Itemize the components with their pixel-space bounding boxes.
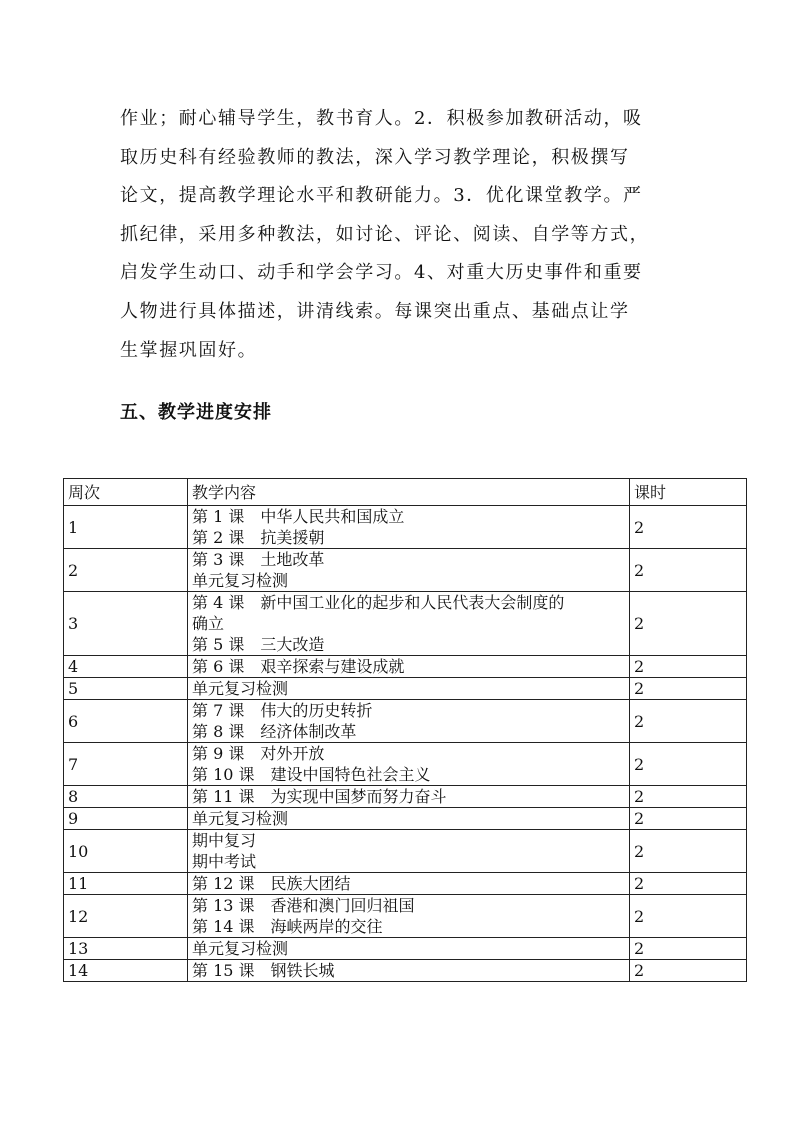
teaching-schedule-table (63, 478, 747, 982)
week-cell: 1 (64, 506, 188, 549)
lesson-line: 单元复习检测 (192, 571, 289, 590)
lesson-line: 期中复习 (192, 831, 257, 850)
content-cell (188, 506, 630, 549)
table-row (64, 656, 747, 678)
week-cell: 13 (64, 938, 188, 960)
lesson-line: 单元复习检测 (192, 809, 289, 828)
header-content: 教学内容 (188, 479, 630, 506)
week-cell: 4 (64, 656, 188, 678)
table-row (64, 678, 747, 700)
body-paragraph (120, 100, 680, 370)
lesson-line: 第 6 课 艰辛探索与建设成就 (192, 657, 405, 676)
content-cell (188, 808, 630, 830)
hours-cell: 2 (630, 960, 747, 982)
lesson-line: 第 7 课 伟大的历史转折 (192, 701, 373, 720)
lesson-line: 第 4 课 新中国工业化的起步和人民代表大会制度的 (192, 593, 565, 612)
table-row (64, 960, 747, 982)
content-cell (188, 830, 630, 873)
lesson-line: 单元复习检测 (192, 679, 289, 698)
lesson-line: 第 3 课 土地改革 (192, 550, 325, 569)
lesson-line: 第 15 课 钢铁长城 (192, 961, 335, 980)
hours-cell: 2 (630, 656, 747, 678)
lesson-line: 确立 (192, 614, 225, 633)
lesson-line: 第 11 课 为实现中国梦而努力奋斗 (192, 787, 447, 806)
content-cell (188, 938, 630, 960)
content-cell (188, 700, 630, 743)
lesson-line: 第 12 课 民族大团结 (192, 874, 351, 893)
paragraph-line: 启发学生动口、动手和学会学习。4、对重大历史事件和重要 (120, 262, 643, 284)
lesson-line: 第 10 课 建设中国特色社会主义 (192, 765, 431, 784)
hours-cell: 2 (630, 549, 747, 592)
table-row (64, 506, 747, 549)
week-cell: 5 (64, 678, 188, 700)
paragraph-line: 生掌握巩固好。 (120, 339, 258, 361)
table-body (64, 506, 747, 982)
table-row (64, 830, 747, 873)
lesson-line: 第 1 课 中华人民共和国成立 (192, 507, 405, 526)
lesson-line: 单元复习检测 (192, 939, 289, 958)
lesson-line: 期中考试 (192, 852, 257, 871)
week-cell: 8 (64, 786, 188, 808)
week-cell: 10 (64, 830, 188, 873)
header-week: 周次 (64, 479, 188, 506)
lesson-line: 第 5 课 三大改造 (192, 635, 325, 654)
week-cell: 11 (64, 873, 188, 895)
paragraph-line: 人物进行具体描述，讲清线索。每课突出重点、基础点让学 (120, 300, 630, 322)
content-cell (188, 873, 630, 895)
lesson-line: 第 8 课 经济体制改革 (192, 722, 357, 741)
hours-cell: 2 (630, 830, 747, 873)
table-row (64, 808, 747, 830)
hours-cell: 2 (630, 700, 747, 743)
week-cell: 6 (64, 700, 188, 743)
table-row (64, 700, 747, 743)
week-cell: 7 (64, 743, 188, 786)
content-cell (188, 549, 630, 592)
hours-cell: 2 (630, 743, 747, 786)
table-row (64, 895, 747, 938)
table-row (64, 549, 747, 592)
paragraph-line: 取历史科有经验教师的教法，深入学习教学理论，积极撰写 (120, 146, 630, 168)
section-heading: 五、教学进度安排 (120, 402, 272, 423)
table-row (64, 873, 747, 895)
content-cell (188, 895, 630, 938)
paragraph-line: 作业；耐心辅导学生，教书育人。2．积极参加教研活动，吸 (120, 108, 643, 129)
hours-cell: 2 (630, 678, 747, 700)
hours-cell: 2 (630, 938, 747, 960)
lesson-line: 第 2 课 抗美援朝 (192, 528, 325, 547)
table-row (64, 786, 747, 808)
table-row (64, 743, 747, 786)
week-cell: 9 (64, 808, 188, 830)
hours-cell: 2 (630, 873, 747, 895)
week-cell: 14 (64, 960, 188, 982)
hours-cell: 2 (630, 592, 747, 656)
week-cell: 2 (64, 549, 188, 592)
content-cell (188, 678, 630, 700)
content-cell (188, 592, 630, 656)
table-row (64, 592, 747, 656)
hours-cell: 2 (630, 506, 747, 549)
table-row (64, 938, 747, 960)
week-cell: 3 (64, 592, 188, 656)
content-cell (188, 960, 630, 982)
header-hours: 课时 (630, 479, 747, 506)
content-cell (188, 743, 630, 786)
lesson-line: 第 14 课 海峡两岸的交往 (192, 917, 383, 936)
lesson-line: 第 13 课 香港和澳门回归祖国 (192, 896, 415, 915)
week-cell: 12 (64, 895, 188, 938)
hours-cell: 2 (630, 808, 747, 830)
hours-cell: 2 (630, 786, 747, 808)
paragraph-line: 抓纪律，采用多种教法，如讨论、评论、阅读、自学等方式， (120, 223, 650, 245)
hours-cell: 2 (630, 895, 747, 938)
table-header-row (64, 479, 747, 506)
content-cell (188, 656, 630, 678)
content-cell (188, 786, 630, 808)
lesson-line: 第 9 课 对外开放 (192, 744, 325, 763)
paragraph-line: 论文，提高教学理论水平和教研能力。3．优化课堂教学。严 (120, 185, 643, 207)
